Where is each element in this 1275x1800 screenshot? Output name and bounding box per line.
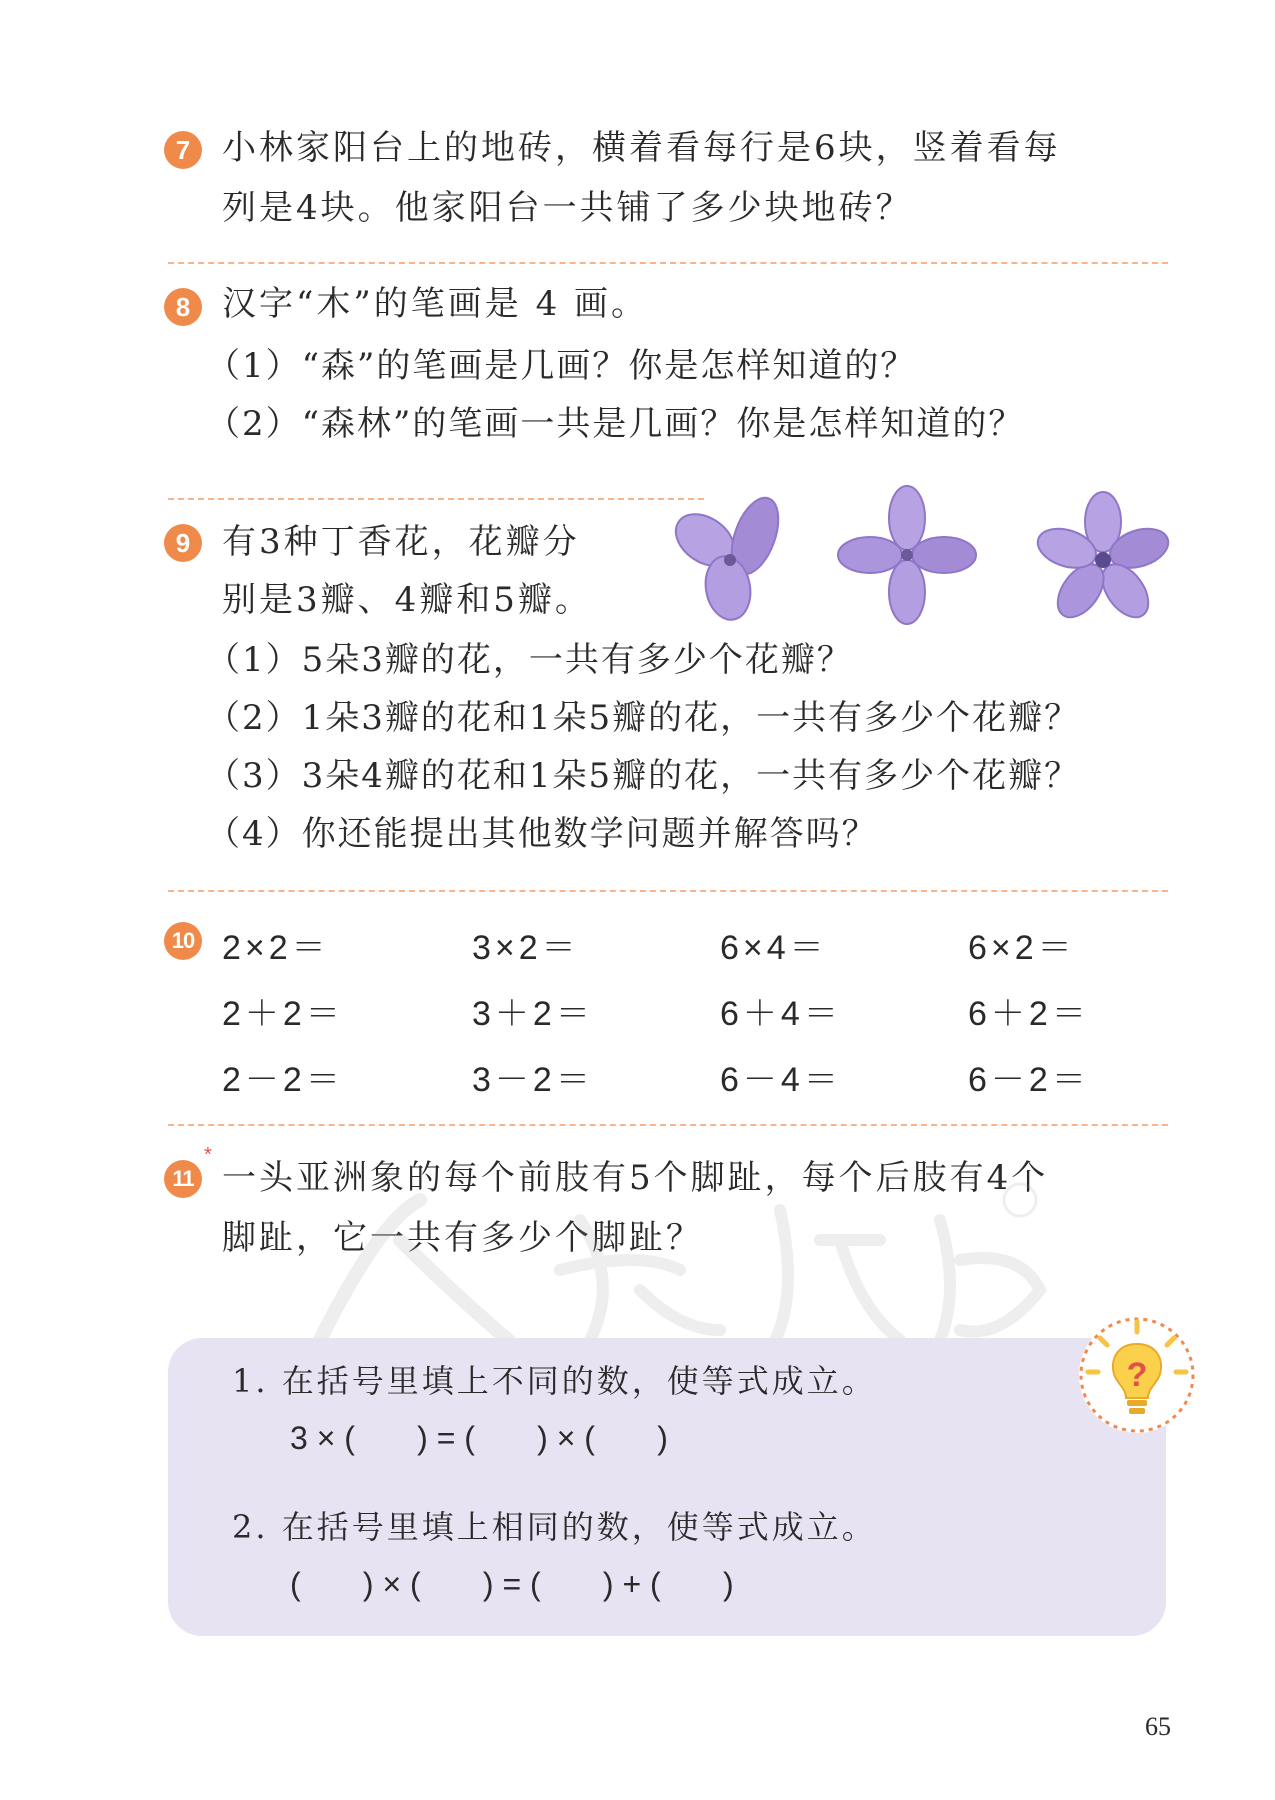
question-9-badge: 9 xyxy=(164,524,202,562)
calc-item: 3＋2＝ xyxy=(472,995,594,1033)
question-11-badge: 11 xyxy=(164,1160,202,1198)
page-number: 65 xyxy=(1145,1712,1171,1741)
calc-item: 6－2＝ xyxy=(968,1061,1090,1099)
thinking-equation-1: 3 × ( ) = ( ) × ( ) xyxy=(290,1420,668,1456)
question-9-sub-2: （2）1朵3瓣的花和1朵5瓣的花，一共有多少个花瓣？ xyxy=(206,698,1081,738)
question-8-badge: 8 xyxy=(164,288,202,326)
svg-text:?: ? xyxy=(1126,1356,1148,1394)
question-11-line-1: 一头亚洲象的每个前肢有5个脚趾，每个后肢有4个 xyxy=(222,1158,1049,1198)
calc-item: 2×2＝ xyxy=(222,929,330,967)
question-9-line-1: 有3种丁香花，花瓣分 xyxy=(222,522,580,562)
thinking-item-1: 1. 在括号里填上不同的数，使等式成立。 xyxy=(232,1362,877,1400)
calc-item: 6×4＝ xyxy=(720,929,828,967)
calc-item: 6×2＝ xyxy=(968,929,1076,967)
question-7-badge: 7 xyxy=(164,131,202,169)
three-petal-flower-image xyxy=(650,488,800,628)
calc-item: 6－4＝ xyxy=(720,1061,842,1099)
question-8-sub-2: （2）“森林”的笔画一共是几画？你是怎样知道的？ xyxy=(206,404,1025,444)
publisher-watermark xyxy=(260,1180,1060,1360)
divider xyxy=(168,262,1168,264)
five-petal-flower-image xyxy=(1028,490,1178,630)
question-9-line-2: 别是3瓣、4瓣和5瓣。 xyxy=(222,580,592,620)
divider xyxy=(168,498,704,500)
calc-item: 6＋4＝ xyxy=(720,995,842,1033)
question-7-line-2: 列是4块。他家阳台一共铺了多少块地砖？ xyxy=(222,188,913,228)
lightbulb-question-icon xyxy=(1072,1310,1202,1440)
question-11-line-2: 脚趾，它一共有多少个脚趾？ xyxy=(222,1218,703,1258)
calc-item: 2－2＝ xyxy=(222,1061,344,1099)
thinking-equation-2: ( ) × ( ) = ( ) + ( ) xyxy=(290,1566,734,1602)
four-petal-flower-image xyxy=(832,480,982,630)
question-9-sub-4: （4）你还能提出其他数学问题并解答吗？ xyxy=(206,814,878,854)
question-7-line-1: 小林家阳台上的地砖，横着看每行是6块，竖着看每 xyxy=(222,128,1061,168)
question-8-sub-1: （1）“森”的笔画是几画？你是怎样知道的？ xyxy=(206,346,917,386)
calc-item: 6＋2＝ xyxy=(968,995,1090,1033)
divider xyxy=(168,1124,1168,1126)
question-10-badge: 10 xyxy=(164,922,202,960)
thinking-item-2: 2. 在括号里填上相同的数，使等式成立。 xyxy=(232,1508,877,1546)
calc-item: 3×2＝ xyxy=(472,929,580,967)
challenge-star: * xyxy=(204,1144,212,1166)
question-9-sub-1: （1）5朵3瓣的花，一共有多少个花瓣？ xyxy=(206,640,853,680)
question-9-sub-3: （3）3朵4瓣的花和1朵5瓣的花，一共有多少个花瓣？ xyxy=(206,756,1081,796)
question-8-line-1: 汉字“木”的笔画是 4 画。 xyxy=(222,284,649,324)
calc-item: 2＋2＝ xyxy=(222,995,344,1033)
calc-item: 3－2＝ xyxy=(472,1061,594,1099)
divider xyxy=(168,890,1168,892)
